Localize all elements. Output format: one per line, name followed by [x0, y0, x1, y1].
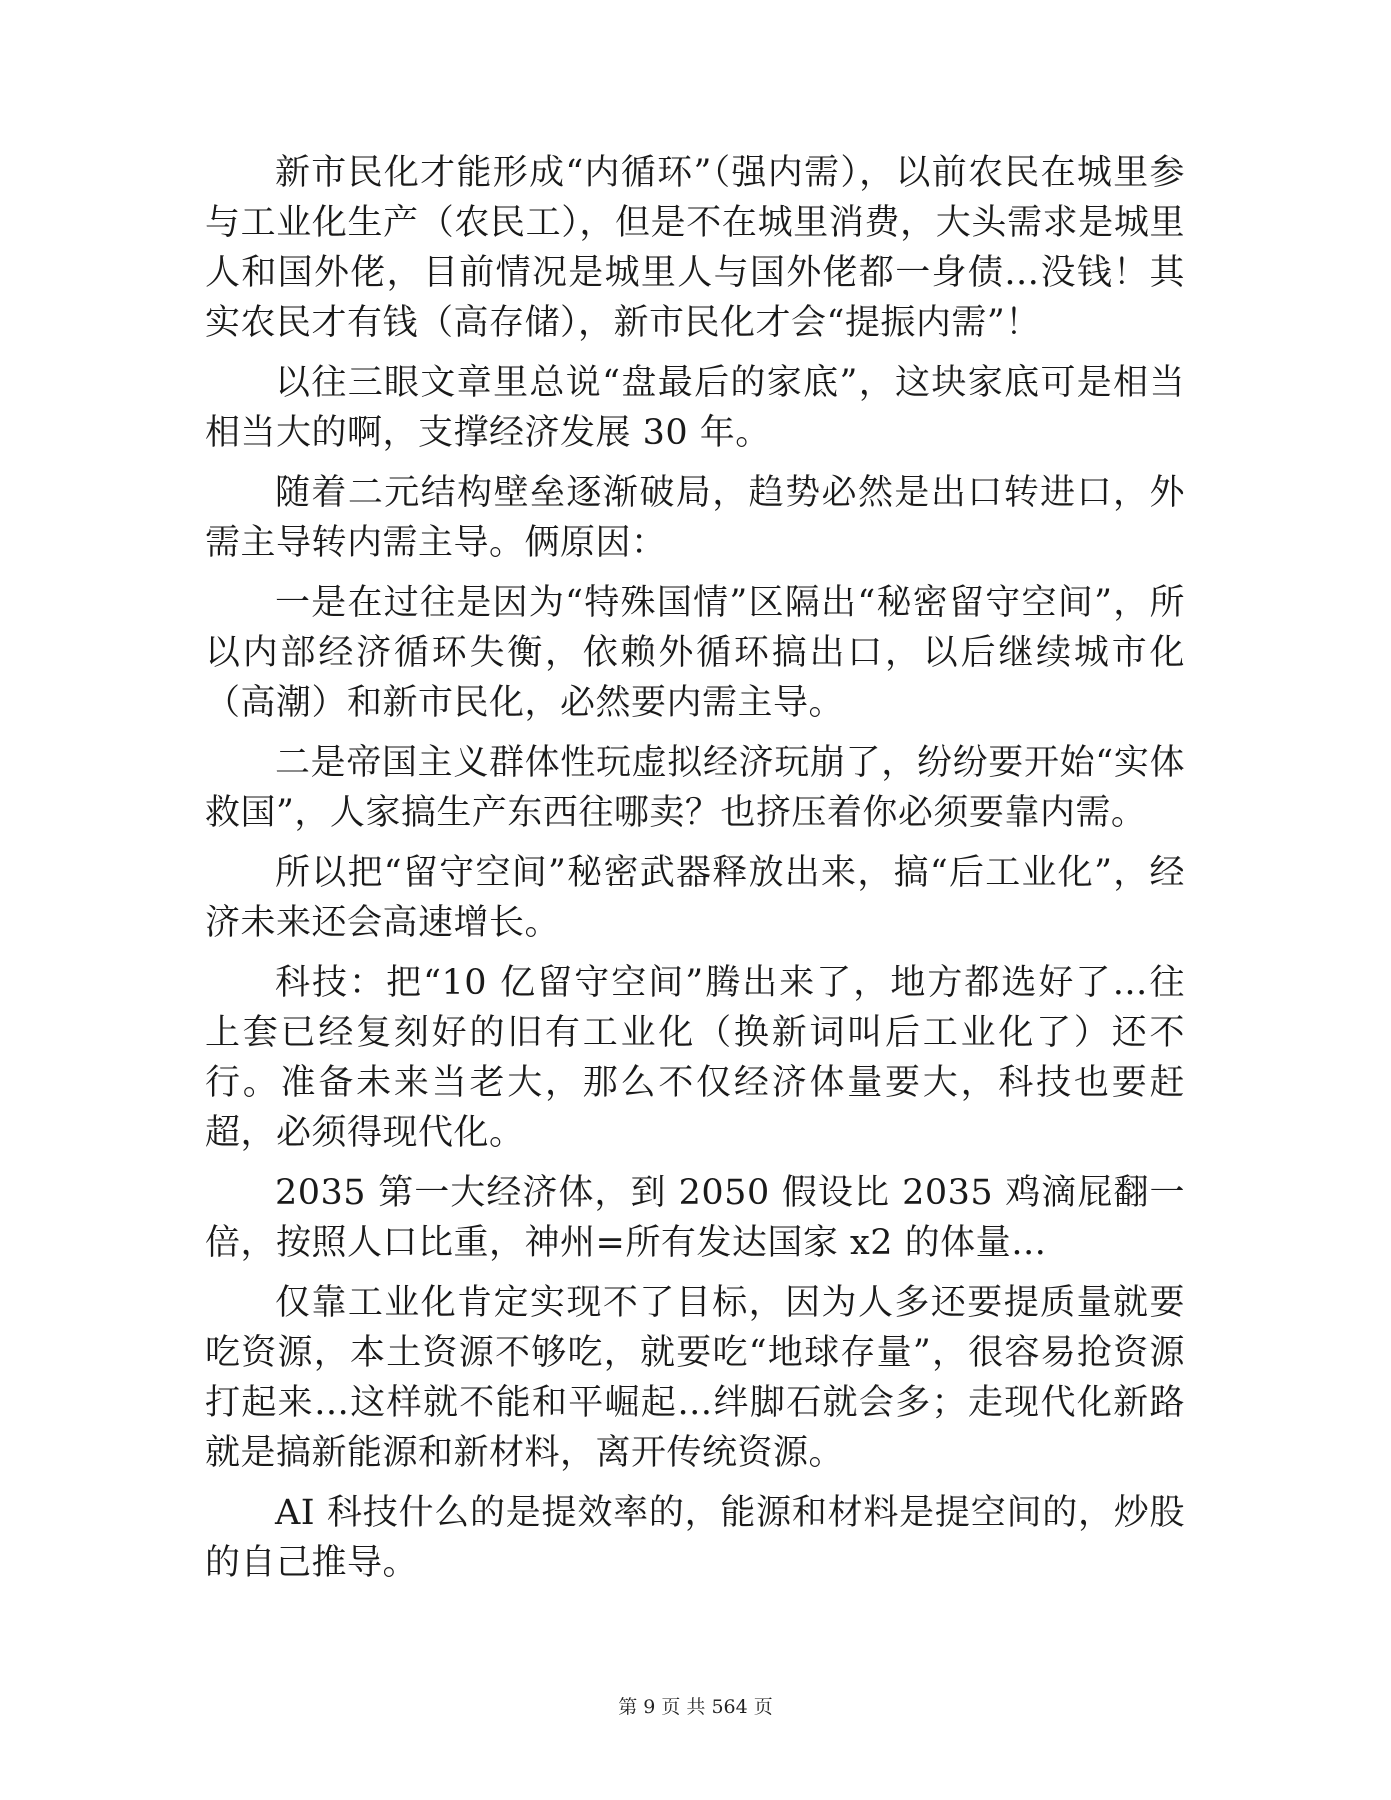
paragraph-9: 仅靠工业化肯定实现不了目标，因为人多还要提质量就要吃资源，本土资源不够吃，就要吃“地球存量”，很容易抢资源打起来…这样就不能和平崛起…绊脚石就会多；走现代化新路就是搞新能源和新材料，离开传统资源。	[205, 1283, 1185, 1473]
paragraph-3: 随着二元结构壁垒逐渐破局，趋势必然是出口转进口，外需主导转内需主导。俩原因：	[205, 473, 1185, 563]
paragraph-10: AI 科技什么的是提效率的，能源和材料是提空间的，炒股的自己推导。	[205, 1493, 1185, 1583]
paragraph-4: 一是在过往是因为“特殊国情”区隔出“秘密留守空间”，所以内部经济循环失衡，依赖外循环搞出口，以后继续城市化（高潮）和新市民化，必然要内需主导。	[205, 583, 1185, 723]
document-body	[205, 148, 1185, 1598]
paragraph-7: 科技：把“10 亿留守空间”腾出来了，地方都选好了…往上套已经复刻好的旧有工业化（换新词叫后工业化了）还不行。准备未来当老大，那么不仅经济体量要大，科技也要赶超，必须得现代化。	[205, 963, 1185, 1153]
paragraph-6: 所以把“留守空间”秘密武器释放出来，搞“后工业化”，经济未来还会高速增长。	[205, 853, 1185, 943]
paragraph-8: 2035 第一大经济体，到 2050 假设比 2035 鸡滴屁翻一倍，按照人口比重，神州=所有发达国家 x2 的体量…	[205, 1173, 1185, 1263]
paragraph-2: 以往三眼文章里总说“盘最后的家底”，这块家底可是相当相当大的啊，支撑经济发展 30 年。	[205, 363, 1185, 453]
page-number-footer: 第 9 页 共 564 页	[618, 1696, 773, 1718]
paragraph-1: 新市民化才能形成“内循环”（强内需），以前农民在城里参与工业化生产（农民工），但是不在城里消费，大头需求是城里人和国外佬，目前情况是城里人与国外佬都一身债…没钱！其实农民才有钱（高存储），新市民化才会“提振内需”！	[205, 153, 1185, 343]
paragraph-5: 二是帝国主义群体性玩虚拟经济玩崩了，纷纷要开始“实体救国”，人家搞生产东西往哪卖？也挤压着你必须要靠内需。	[205, 743, 1185, 833]
